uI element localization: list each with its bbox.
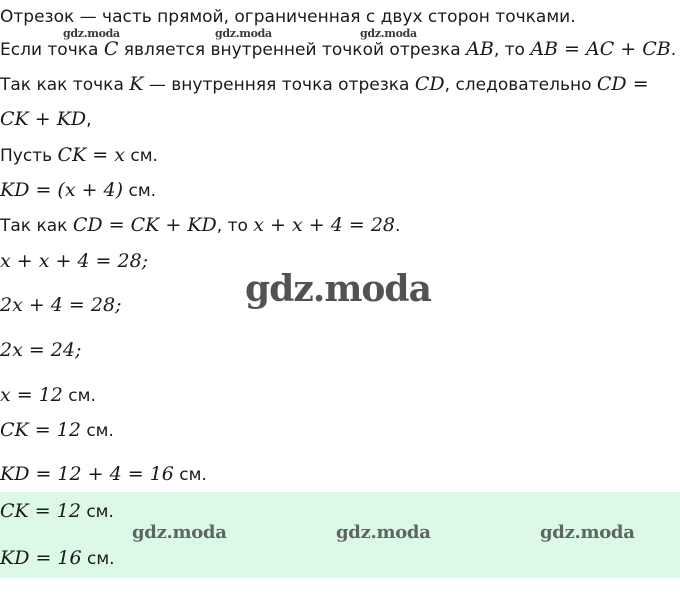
math-expression: KD = 12 + 4 = 16 [0,463,174,485]
let-line [0,144,158,167]
watermark-text: gdz.moda [132,522,227,543]
text-part: является внутренней точкой отрезка [118,40,467,60]
math-expression: 2x + 4 = 28; [0,294,122,316]
unit-text: см. [80,502,114,522]
ck-result-line [0,419,114,442]
math-expression: 2x = 24; [0,339,82,361]
reasoning-line [0,73,649,96]
watermark-text: gdz.moda [215,27,272,40]
math-expression: C [103,38,119,60]
x-result-line [0,384,96,407]
math-expression: CK + KD [0,108,87,130]
math-expression: x = 12 [0,384,63,406]
unit-text: см. [124,146,158,166]
text-part: Так как [0,216,73,236]
math-expression: x + x + 4 = 28 [253,214,395,236]
math-expression: CD = CK + KD [72,214,217,236]
kd-result-line [0,463,207,486]
math-expression: CD = [596,73,649,95]
reasoning-line-continued [0,108,92,131]
definition-text: Отрезок — часть прямой, ограниченная с двух сторон точками. [0,7,576,27]
math-expression: x + x + 4 = 28; [0,250,149,272]
unit-text: см. [80,421,114,441]
text-part: Если точка [0,40,104,60]
text-part: , то [216,216,254,236]
math-expression: KD = (x + 4) [0,179,124,201]
math-expression: K [129,73,144,95]
equation-step-1 [0,250,148,273]
math-expression: CK = 12 [0,500,81,522]
math-expression: AB = AC + CB [530,38,671,60]
text-part: . [670,40,677,60]
equation-setup-line [0,214,400,237]
math-expression: CK = x [57,144,125,166]
answer-kd-line [0,547,115,570]
text-part: — внутренняя точка отрезка [143,75,415,95]
text-part: , [86,110,92,130]
text-part: . [395,216,401,236]
text-part: , следовательно [444,75,597,95]
rule-line [0,38,676,61]
kd-expression-line [0,179,156,202]
equation-step-3 [0,339,81,362]
text-part: Так как точка [0,75,130,95]
text-part: Пусть [0,146,58,166]
math-expression: CD [414,73,445,95]
equation-step-2 [0,294,121,317]
watermark-text: gdz.moda [63,27,120,40]
math-expression: CK = 12 [0,419,81,441]
definition-line [0,6,576,28]
watermark-logo: gdz.moda [245,268,431,310]
unit-text: см. [62,386,96,406]
text-part: , то [493,40,531,60]
watermark-text: gdz.moda [360,27,417,40]
math-expression: KD = 16 [0,547,82,569]
watermark-text: gdz.moda [540,522,635,543]
unit-text: см. [173,465,207,485]
unit-text: см. [123,181,157,201]
unit-text: см. [81,549,115,569]
answer-ck-line [0,500,114,523]
watermark-text: gdz.moda [336,522,431,543]
math-expression: AB [466,38,494,60]
